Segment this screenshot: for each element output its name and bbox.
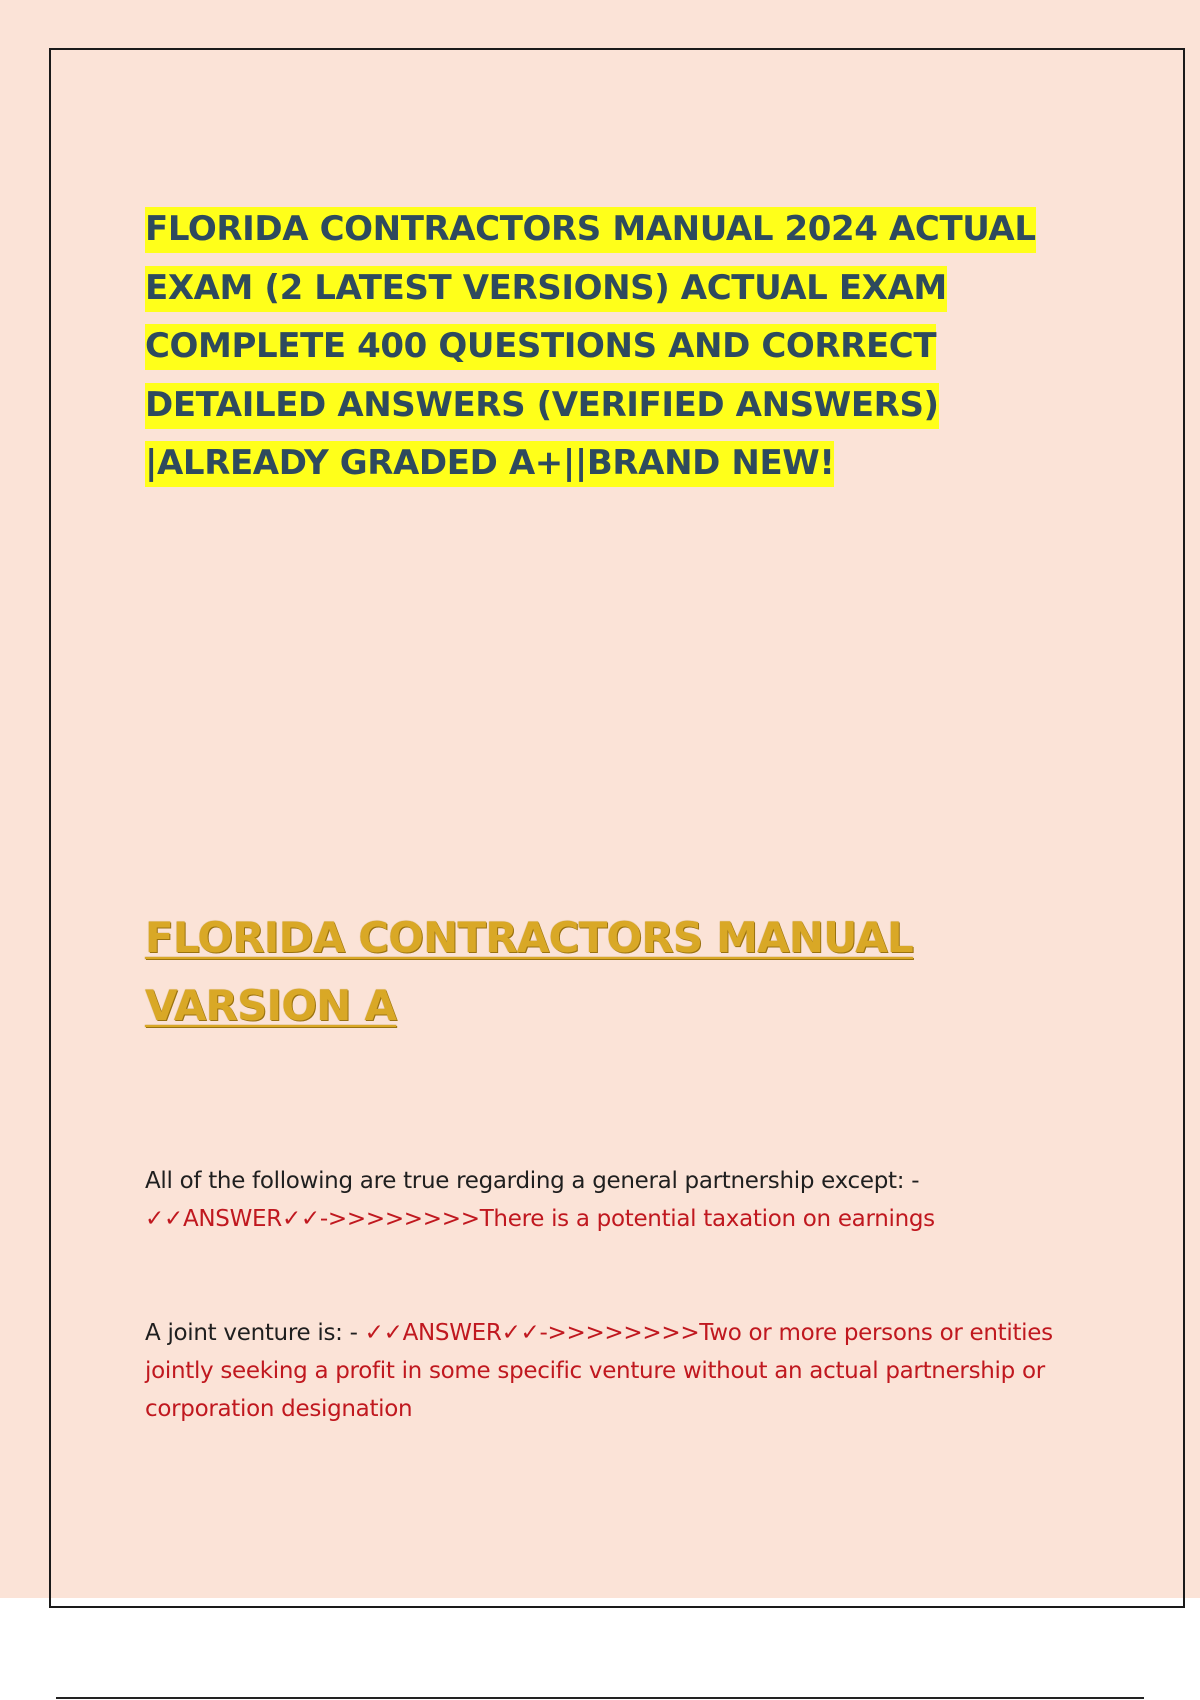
answer-label: ANSWER (402, 1320, 502, 1346)
title-line: COMPLETE 400 QUESTIONS AND CORRECT (145, 324, 936, 370)
title-line: FLORIDA CONTRACTORS MANUAL 2024 ACTUAL (145, 207, 1036, 253)
question-block (145, 1162, 1075, 1238)
question-block (145, 1314, 1075, 1428)
check-marks-icon: ✓✓ (145, 1206, 183, 1232)
check-marks-icon: ✓✓ (501, 1320, 540, 1346)
title-line: |ALREADY GRADED A+||BRAND NEW! (145, 441, 834, 487)
question-text: All of the following are true regarding a general partnership except: - (145, 1168, 920, 1194)
bottom-divider (56, 1697, 1144, 1699)
version-heading-line: FLORIDA CONTRACTORS MANUAL (145, 913, 913, 962)
document-title (145, 200, 1045, 493)
answer-text: Two or more persons or entities jointly seeking a profit in some specific venture without an actual partnership or corporation designation (145, 1320, 1053, 1422)
title-line: DETAILED ANSWERS (VERIFIED ANSWERS) (145, 383, 939, 429)
answer-arrow: ->>>>>>>> (319, 1206, 480, 1232)
question-text: A joint venture is: - (145, 1320, 358, 1346)
title-line: EXAM (2 LATEST VERSIONS) ACTUAL EXAM (145, 266, 947, 312)
check-marks-icon: ✓✓ (364, 1320, 403, 1346)
answer-text: There is a potential taxation on earnings (479, 1206, 935, 1232)
version-heading-line: VARSION A (145, 981, 397, 1030)
check-marks-icon: ✓✓ (281, 1206, 320, 1232)
version-heading (145, 904, 1045, 1040)
answer-arrow: ->>>>>>>> (539, 1320, 700, 1346)
answer-label: ANSWER (182, 1206, 282, 1232)
